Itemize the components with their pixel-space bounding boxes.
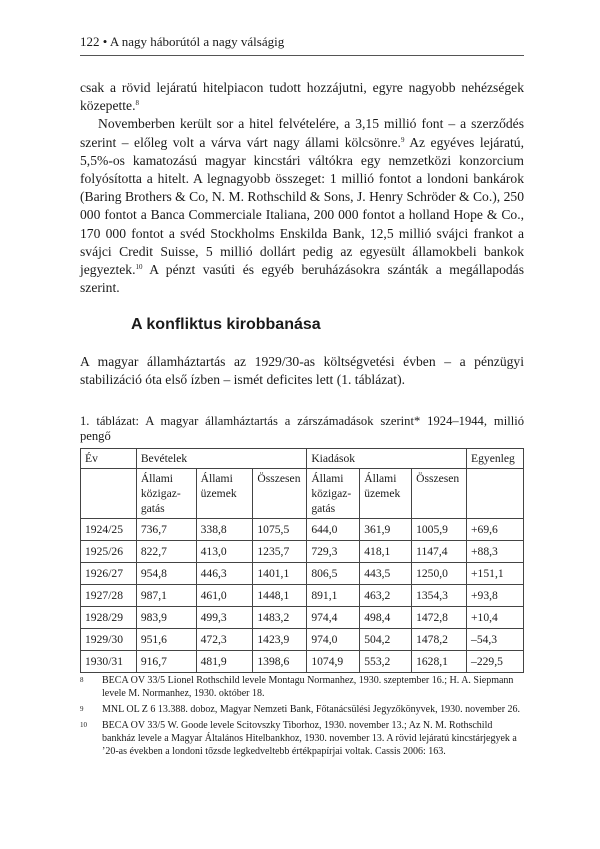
col-header-revenues: Bevételek [136, 449, 307, 469]
table-cell: 498,4 [360, 607, 412, 629]
footnote-number: 8 [80, 676, 84, 684]
table-cell: 987,1 [136, 585, 196, 607]
table-cell: 1483,2 [253, 607, 307, 629]
col-header-expenditures: Kiadások [307, 449, 467, 469]
table-cell: 1147,4 [412, 541, 467, 563]
table-cell: 951,6 [136, 629, 196, 651]
footnote-9 [80, 703, 524, 716]
footnote-ref-10[interactable]: 10 [135, 263, 143, 272]
table-cell: 499,3 [196, 607, 253, 629]
footnote-text: MNL OL Z 6 13.388. doboz, Magyar Nemzeti Bank, Főtanácsülési Jegyzőkönyvek, 1930. november 26. [102, 704, 521, 715]
table-cell: 806,5 [307, 563, 360, 585]
subheader-exp-total: Összesen [412, 469, 467, 519]
subheader-rev-enterprises: Állami üzemek [196, 469, 253, 519]
table-cell: 1930/31 [81, 651, 137, 673]
paragraph-1 [80, 79, 524, 115]
paragraph-2-text-c: A pénzt vasúti és egyéb beruházásokra szánták a megállapodás szerint. [80, 262, 524, 296]
subheader-empty [81, 469, 137, 519]
table-cell: 954,8 [136, 563, 196, 585]
table-row [81, 629, 524, 651]
table-cell: 1929/30 [81, 629, 137, 651]
table-cell: 361,9 [360, 519, 412, 541]
section-title: A konfliktus kirobbanása [131, 316, 321, 333]
table-cell: 974,4 [307, 607, 360, 629]
table-cell: 1628,1 [412, 651, 467, 673]
table-caption: 1. táblázat: A magyar államháztartás a zárszámadások szerint* 1924–1944, millió pengő [80, 414, 524, 443]
paragraph-2-text-b: Az egyéves lejáratú, 5,5%-os kamatozású magyar kincstári váltókra egy nemzetközi konzorcium folyósította a hitelt. A legnagyobb összeget: 1 millió fontot a londoni bankárok (Baring Brothers & Co, N. M. Rothschild & Sons, J. Henry Schröder & Co.), 250 000 fontot a Banca Commerciale Italiana, 200 000 fontot a holland Hope & Co., 170 000 fontot a svéd Stockholms Enskilda Bank, 12,5 millió svájci frankot a svájci Credit Suisse, 5 millió dollárt pedig az egyesült államokbeli bankok jegyeztek. [80, 134, 524, 278]
table-cell: 1250,0 [412, 563, 467, 585]
footnote-ref-9[interactable]: 9 [400, 135, 405, 144]
table-cell: 418,1 [360, 541, 412, 563]
table-cell: 1448,1 [253, 585, 307, 607]
table-cell: 461,0 [196, 585, 253, 607]
table-row [81, 541, 524, 563]
table-cell: 1926/27 [81, 563, 137, 585]
table-cell: 472,3 [196, 629, 253, 651]
table-cell: –229,5 [467, 651, 524, 673]
footnote-text: BECA OV 33/5 W. Goode levele Scitovszky Tiborhoz, 1930. november 13.; Az N. M. Rothschild bankház levele a Magyar Általános Hitelbankhoz, 1930. november 13. A rövid lejáratú kincstárjegyek a ’20-as években a londoni tőzsde legkedveltebb értékpapírjai voltak. Cassis 2006: 163. [102, 720, 517, 757]
table-cell: 983,9 [136, 607, 196, 629]
footnotes [80, 674, 524, 761]
table-cell: 1354,3 [412, 585, 467, 607]
table-cell: 1472,8 [412, 607, 467, 629]
subheader-exp-admin: Állami közigazgatás [307, 469, 360, 519]
table-cell: +88,3 [467, 541, 524, 563]
table-cell: +151,1 [467, 563, 524, 585]
table-cell: 553,2 [360, 651, 412, 673]
table-cell: 1075,5 [253, 519, 307, 541]
footnote-text: BECA OV 33/5 Lionel Rothschild levele Montagu Normanhez, 1930. szeptember 16.; H. A. Siepmann levele M. Normanhez, 1930. október 18. [102, 675, 514, 699]
table-row [81, 563, 524, 585]
table-cell: 443,5 [360, 563, 412, 585]
table-cell: 1928/29 [81, 607, 137, 629]
footnote-number: 10 [80, 721, 87, 729]
table-cell: +69,6 [467, 519, 524, 541]
table-cell: 446,3 [196, 563, 253, 585]
table-cell: 413,0 [196, 541, 253, 563]
table-cell: 1401,1 [253, 563, 307, 585]
table-cell: 504,2 [360, 629, 412, 651]
table-row [81, 651, 524, 673]
footnote-ref-8[interactable]: 8 [135, 99, 139, 108]
table-cell: 338,8 [196, 519, 253, 541]
body-text [80, 79, 524, 297]
table-row [81, 607, 524, 629]
table-cell: 463,2 [360, 585, 412, 607]
subheader-rev-admin: Állami közigazgatás [136, 469, 196, 519]
table-cell: 1005,9 [412, 519, 467, 541]
footnote-8 [80, 674, 524, 700]
table-cell: 481,9 [196, 651, 253, 673]
table-row [81, 519, 524, 541]
budget-table [80, 448, 524, 673]
table-cell: 1478,2 [412, 629, 467, 651]
table-cell: 1235,7 [253, 541, 307, 563]
table-cell: 1423,9 [253, 629, 307, 651]
table-cell: 644,0 [307, 519, 360, 541]
col-header-year: Év [81, 449, 137, 469]
table-cell: 1924/25 [81, 519, 137, 541]
table-cell: 916,7 [136, 651, 196, 673]
running-head: 122 • A nagy háborútól a nagy válságig [80, 34, 524, 56]
subheader-empty [467, 469, 524, 519]
table-cell: 974,0 [307, 629, 360, 651]
table-cell: 729,3 [307, 541, 360, 563]
table-cell: 736,7 [136, 519, 196, 541]
table-cell: +10,4 [467, 607, 524, 629]
col-header-balance: Egyenleg [467, 449, 524, 469]
subheader-exp-enterprises: Állami üzemek [360, 469, 412, 519]
table-cell: 1925/26 [81, 541, 137, 563]
intro-paragraph: A magyar államháztartás az 1929/30-as költségvetési évben – a pénzügyi stabilizáció óta első ízben – ismét deficites lett (1. táblázat). [80, 354, 524, 388]
table-subheader-row [81, 469, 524, 519]
table-cell: 822,7 [136, 541, 196, 563]
table-cell: 1074,9 [307, 651, 360, 673]
table-cell: 891,1 [307, 585, 360, 607]
paragraph-1-text: csak a rövid lejáratú hitelpiacon tudott hozzájutni, egyre nagyobb nehézségek közepette. [80, 80, 524, 114]
table-header-row [81, 449, 524, 469]
table-cell: –54,3 [467, 629, 524, 651]
table-cell: +93,8 [467, 585, 524, 607]
paragraph-2 [80, 115, 524, 297]
subheader-rev-total: Összesen [253, 469, 307, 519]
table-row [81, 585, 524, 607]
table-cell: 1398,6 [253, 651, 307, 673]
paragraph-2-text-a: Novemberben került sor a hitel felvételére, a 3,15 millió font – a szerződés szerint – előleg volt a várva várt nagy állami kölcsönre. [80, 116, 524, 150]
table-cell: 1927/28 [81, 585, 137, 607]
footnote-number: 9 [80, 705, 84, 713]
footnote-10 [80, 719, 524, 758]
